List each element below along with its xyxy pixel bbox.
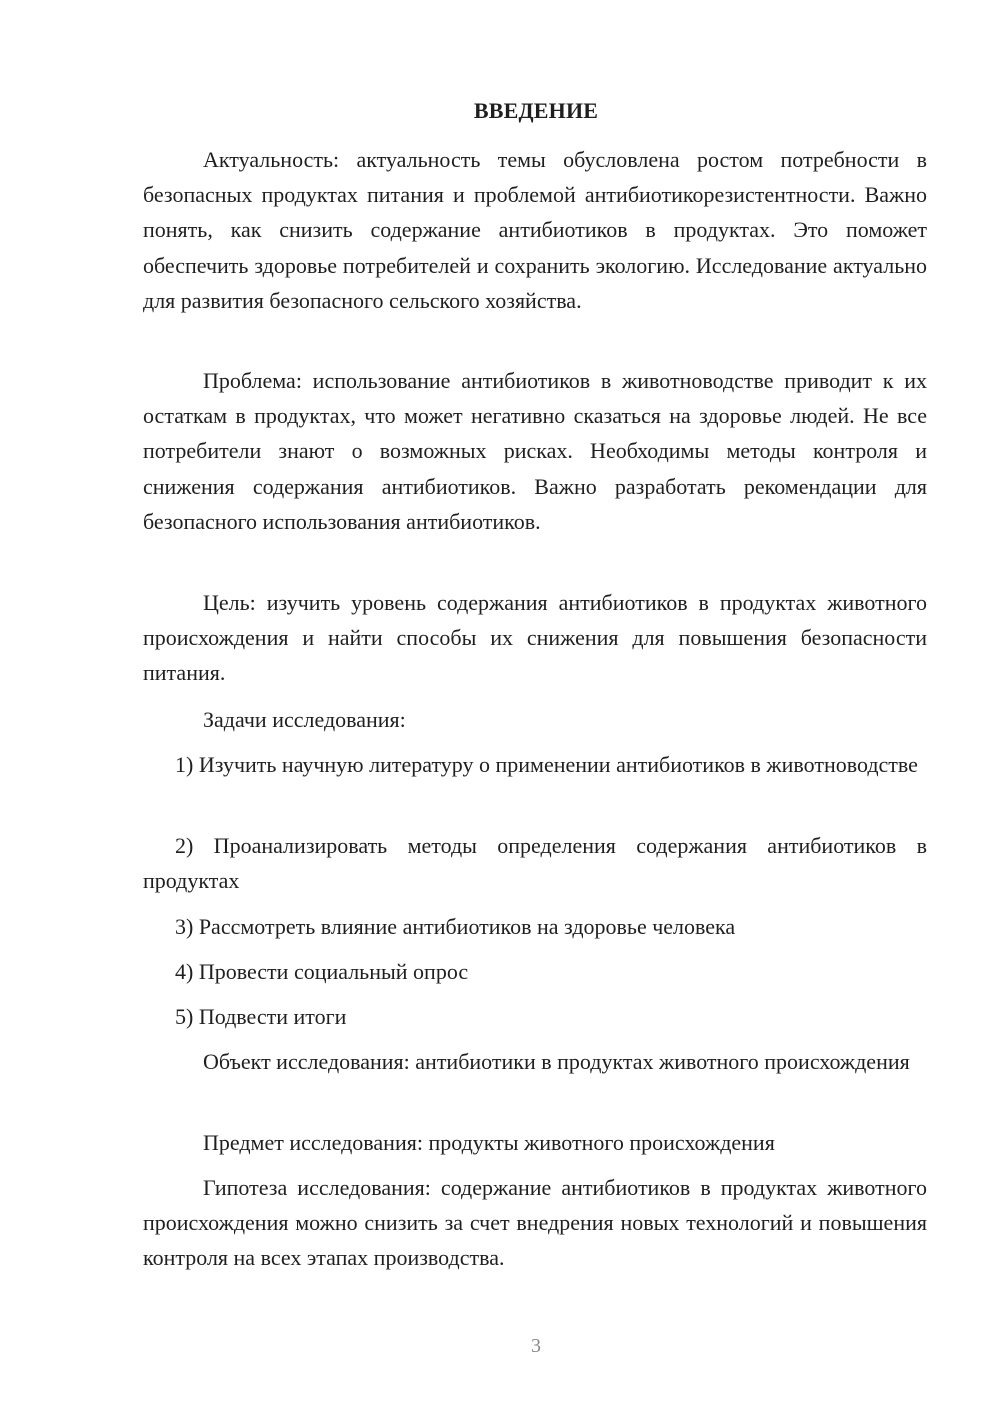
- object-paragraph: Объект исследования: антибиотики в продуктах животного происхождения: [203, 1049, 910, 1074]
- hypothesis-paragraph: Гипотеза исследования: содержание антибиотиков в продуктах животного происхождения можно снизить за счет внедрения новых технологий и повышения контроля на всех этапах производства.: [143, 1175, 927, 1271]
- task-item-4: 4) Провести социальный опрос: [175, 959, 469, 984]
- task-item-2: 2) Проанализировать методы определения содержания антибиотиков в продуктах: [143, 833, 927, 894]
- subject-paragraph: Предмет исследования: продукты животного происхождения: [203, 1130, 775, 1155]
- problem-paragraph: Проблема: использование антибиотиков в животноводстве приводит к их остаткам в продуктах, что может негативно сказаться на здоровье людей. Не все потребители знают о возможных рисках. Необходимы методы контроля и снижения содержания антибиотиков. Важно разработать рекомендации для безопасного использования антибиотиков.: [143, 368, 927, 534]
- task-item-5: 5) Подвести итоги: [175, 1004, 347, 1029]
- tasks-heading: Задачи исследования:: [203, 707, 406, 732]
- task-item-1: 1) Изучить научную литературу о применении антибиотиков в животноводстве: [175, 752, 918, 777]
- section-title: ВВЕДЕНИЕ: [473, 98, 599, 123]
- relevance-paragraph: Актуальность: актуальность темы обусловлена ростом потребности в безопасных продуктах питания и проблемой антибиотикорезистентности. Важно понять, как снизить содержание антибиотиков в продуктах. Это поможет обеспечить здоровье потребителей и сохранить экологию. Исследование актуально для развития безопасного сельского хозяйства.: [143, 147, 927, 313]
- task-item-3: 3) Рассмотреть влияние антибиотиков на здоровье человека: [175, 914, 736, 939]
- goal-paragraph: Цель: изучить уровень содержания антибиотиков в продуктах животного происхождения и найти способы их снижения для повышения безопасности питания.: [143, 590, 927, 686]
- page-number: 3: [531, 1335, 541, 1357]
